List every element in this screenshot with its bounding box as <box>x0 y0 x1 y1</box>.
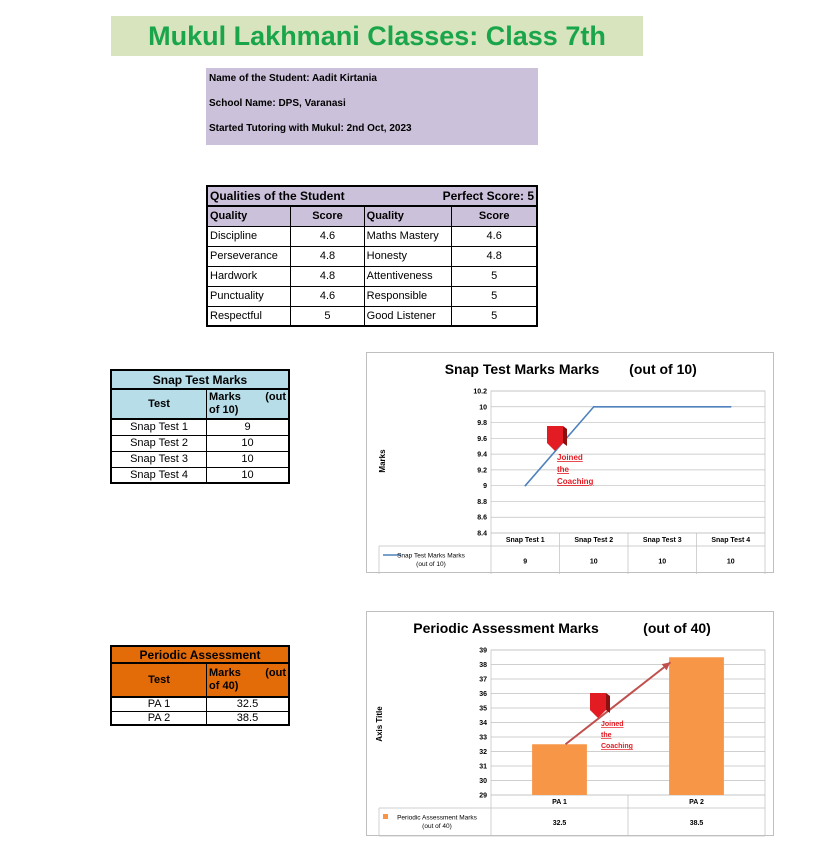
periodic-assessment-chart <box>366 611 774 836</box>
quality-cell: Hardwork <box>207 266 291 286</box>
score-cell: 4.6 <box>291 226 364 246</box>
data-label: 10 <box>589 558 598 566</box>
score-cell: 5 <box>452 286 537 306</box>
annotation-text: Joined <box>601 721 624 728</box>
marks-cell: 9 <box>207 419 289 435</box>
snap-col-marks-a: Marks <box>209 391 241 403</box>
score-cell: 4.8 <box>291 266 364 286</box>
annotation-flag-shade <box>606 693 610 713</box>
y-tick-label: 9.8 <box>477 420 487 428</box>
bar <box>669 657 724 795</box>
chart-subtitle: (out of 10) <box>629 361 697 377</box>
test-cell: PA 2 <box>111 711 207 725</box>
perfect-score: Perfect Score: 5 <box>364 186 537 206</box>
annotation-text: Joined <box>557 453 583 462</box>
score-cell: 4.6 <box>452 226 537 246</box>
legend-label: (out of 10) <box>416 561 446 568</box>
col-quality-1: Quality <box>207 206 291 226</box>
student-name: Name of the Student: Aadit Kirtania <box>209 73 377 84</box>
y-tick-label: 33 <box>479 734 487 742</box>
x-tick-label: Snap Test 3 <box>642 537 682 544</box>
y-tick-label: 35 <box>479 705 487 713</box>
snap-col-marks <box>207 389 289 419</box>
snap-test-chart-svg <box>367 353 775 574</box>
quality-cell: Attentiveness <box>364 266 452 286</box>
score-cell: 4.8 <box>452 246 537 266</box>
quality-cell: Maths Mastery <box>364 226 452 246</box>
score-cell: 4.8 <box>291 246 364 266</box>
annotation-text: Coaching <box>557 477 594 486</box>
annotation-text: Coaching <box>601 743 633 750</box>
table-row <box>111 419 289 435</box>
y-tick-label: 32 <box>479 749 487 756</box>
chart-subtitle: (out of 40) <box>643 620 711 636</box>
test-cell: PA 1 <box>111 697 207 711</box>
snap-test-table <box>110 369 290 484</box>
bar <box>532 744 587 795</box>
score-cell: 5 <box>452 306 537 326</box>
marks-cell: 10 <box>207 467 289 483</box>
table-row <box>111 697 289 711</box>
y-tick-label: 31 <box>479 763 487 771</box>
data-label: 10 <box>658 558 667 566</box>
data-label: 32.5 <box>552 820 567 827</box>
pa-col-marks-a: Marks <box>209 667 241 679</box>
y-axis-label: Axis Title <box>375 706 384 742</box>
pa-table-header <box>111 663 289 697</box>
periodic-assessment-chart-svg <box>367 612 775 837</box>
pa-col-test: Test <box>111 663 207 697</box>
data-label: 38.5 <box>689 820 704 827</box>
y-tick-label: 36 <box>479 691 487 698</box>
periodic-assessment-table <box>110 645 290 726</box>
data-point <box>593 406 595 408</box>
marks-cell: 10 <box>207 451 289 467</box>
quality-cell: Perseverance <box>207 246 291 266</box>
table-row <box>111 711 289 725</box>
score-cell: 4.6 <box>291 286 364 306</box>
annotation-flag <box>547 426 563 451</box>
chart-title: Snap Test Marks Marks <box>444 361 600 377</box>
snap-col-marks-b: (out <box>265 391 286 403</box>
pa-col-marks-c: of 40) <box>209 680 239 692</box>
y-tick-label: 9.6 <box>477 435 487 443</box>
y-tick-label: 9.2 <box>477 467 487 475</box>
test-cell: Snap Test 4 <box>111 467 207 483</box>
y-tick-label: 8.8 <box>477 498 487 506</box>
y-tick-label: 38 <box>479 662 487 669</box>
start-date: Started Tutoring with Mukul: 2nd Oct, 2023 <box>209 123 412 134</box>
snap-table-title: Snap Test Marks <box>111 370 289 389</box>
pa-table-title: Periodic Assessment <box>111 646 289 663</box>
qualities-header-row <box>207 186 537 206</box>
y-tick-label: 10 <box>479 404 487 412</box>
legend-label: Periodic Assessment Marks <box>397 814 477 822</box>
y-tick-label: 39 <box>479 647 487 655</box>
table-row <box>207 266 537 286</box>
x-tick-label: Snap Test 1 <box>505 537 545 544</box>
annotation-flag-shade <box>563 426 567 446</box>
y-axis-label: Marks <box>378 449 387 473</box>
quality-cell: Honesty <box>364 246 452 266</box>
test-cell: Snap Test 3 <box>111 451 207 467</box>
plot-area <box>491 391 765 533</box>
col-quality-2: Quality <box>364 206 452 226</box>
table-row <box>207 226 537 246</box>
test-cell: Snap Test 1 <box>111 419 207 435</box>
annotation-text: the <box>601 732 612 739</box>
snap-col-marks-c: of 10) <box>209 404 239 416</box>
legend-label: (out of 40) <box>422 823 452 830</box>
y-tick-label: 9 <box>483 483 487 491</box>
test-cell: Snap Test 2 <box>111 435 207 451</box>
trend-arrow <box>566 662 671 744</box>
table-row <box>207 286 537 306</box>
snap-test-chart <box>366 352 774 573</box>
x-tick-label: PA 2 <box>689 799 704 806</box>
qualities-title: Qualities of the Student <box>207 186 364 206</box>
y-tick-label: 29 <box>479 792 487 800</box>
marks-cell: 32.5 <box>207 697 289 711</box>
table-row <box>207 246 537 266</box>
legend-swatch <box>383 814 388 819</box>
quality-cell: Punctuality <box>207 286 291 306</box>
pa-col-marks-b: (out <box>265 667 286 679</box>
data-point <box>524 485 526 487</box>
legend-label: Snap Test Marks Marks <box>397 552 465 560</box>
data-label: 10 <box>726 558 735 566</box>
y-tick-label: 8.6 <box>477 514 487 522</box>
table-row <box>207 306 537 326</box>
data-point <box>661 406 663 408</box>
pa-col-marks <box>207 663 289 697</box>
student-info-box <box>206 68 538 145</box>
x-tick-label: Snap Test 4 <box>711 537 751 544</box>
score-cell: 5 <box>452 266 537 286</box>
snap-table-header <box>111 389 289 419</box>
page-title: Mukul Lakhmani Classes: Class 7th <box>111 16 643 56</box>
col-score-1: Score <box>291 206 364 226</box>
qualities-column-headers <box>207 206 537 226</box>
x-tick-label: PA 1 <box>552 799 567 806</box>
y-tick-label: 9.4 <box>477 451 487 459</box>
table-row <box>111 467 289 483</box>
data-label: 9 <box>523 558 528 566</box>
marks-cell: 10 <box>207 435 289 451</box>
y-tick-label: 30 <box>479 778 487 785</box>
score-cell: 5 <box>291 306 364 326</box>
annotation-text: the <box>557 465 569 474</box>
school-name: School Name: DPS, Varanasi <box>209 98 346 109</box>
table-row <box>111 451 289 467</box>
quality-cell: Good Listener <box>364 306 452 326</box>
chart-title: Periodic Assessment Marks <box>413 620 599 636</box>
snap-col-test: Test <box>111 389 207 419</box>
table-row <box>111 435 289 451</box>
y-tick-label: 10.2 <box>473 388 487 396</box>
quality-cell: Respectful <box>207 306 291 326</box>
data-point <box>730 406 732 408</box>
marks-cell: 38.5 <box>207 711 289 725</box>
col-score-2: Score <box>452 206 537 226</box>
y-tick-label: 37 <box>479 676 487 684</box>
y-tick-label: 8.4 <box>477 530 487 538</box>
quality-cell: Responsible <box>364 286 452 306</box>
quality-cell: Discipline <box>207 226 291 246</box>
qualities-table <box>206 185 538 327</box>
y-tick-label: 34 <box>479 720 487 727</box>
x-tick-label: Snap Test 2 <box>574 537 614 544</box>
